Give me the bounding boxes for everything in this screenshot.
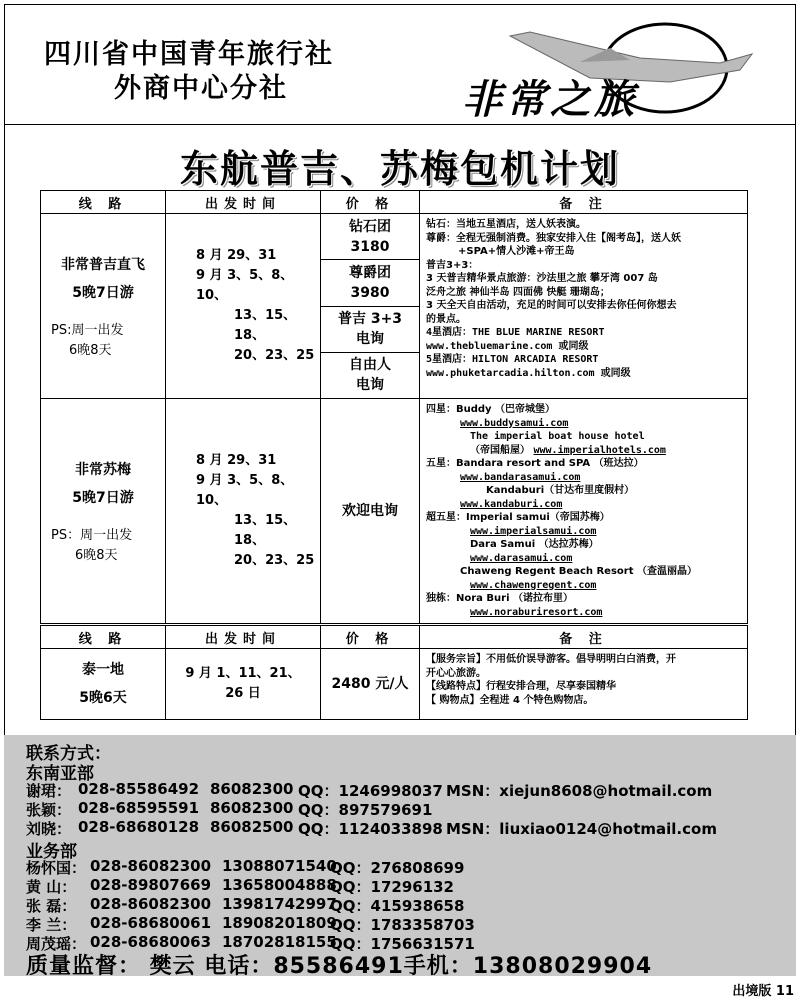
note-line: Kandaburi（甘达布里度假村）: [486, 485, 635, 496]
route-name: 泰一地: [82, 662, 124, 678]
date-line: 9 月 3、5、8、10、: [196, 473, 294, 508]
date-line: 20、23、25: [234, 348, 315, 363]
contact-phone: 028-86082300: [90, 895, 212, 913]
note-line: 五星：Bandara resort and SPA （班达拉）: [426, 458, 644, 469]
logo-text: 非常之旅: [462, 76, 638, 123]
hotel-link[interactable]: www.chawengregent.com: [470, 579, 597, 591]
contact-name: 黄 山：: [26, 878, 77, 896]
note-line: 的景点。: [426, 313, 466, 325]
note-line: 【线路特点】行程安排合理，尽享泰国精华: [426, 681, 616, 692]
hotel-link[interactable]: www.darasamui.com: [470, 552, 573, 564]
contact-msn: MSN：liuxiao0124@hotmail.com: [446, 820, 717, 838]
price-label: 尊爵团: [349, 264, 391, 281]
contact-name: 李 兰：: [26, 916, 77, 934]
col-header-route: 线 路: [41, 191, 166, 214]
agency-name: 四川省中国青年旅行社: [44, 39, 334, 70]
date-line: 8 月 29、31: [196, 248, 277, 263]
contact-phone: 028-68595591: [78, 799, 200, 817]
contact-row: [26, 914, 475, 935]
note-line: +SPA+情人沙滩+帝王岛: [458, 246, 575, 257]
header-divider: [4, 124, 796, 125]
contact-phone: 028-85586492: [78, 780, 200, 798]
note-line: 4星酒店：THE BLUE MARINE RESORT: [426, 327, 605, 338]
contact-mobile: 18908201809: [222, 914, 337, 932]
date-line: 13、15、18、: [234, 513, 297, 548]
ps-line: PS：周一出发: [51, 528, 133, 543]
route-cell-phuket: [41, 214, 166, 399]
date-line: 13、15、18、: [234, 308, 297, 343]
note-line: 四星：Buddy （巴帝城堡）: [426, 404, 556, 415]
note-line: Dara Samui （达拉苏梅）: [470, 539, 599, 550]
dates-cell-samui: [166, 399, 321, 624]
date-line: 9 月 3、5、8、10、: [196, 268, 294, 303]
contact-phone: 028-86082300: [90, 857, 212, 875]
price-cell: [321, 306, 420, 352]
note-line: www.thebluemarine.com 或同级: [426, 340, 589, 352]
note-line: 钻石：当地五星酒店，送人妖表演。: [426, 219, 586, 230]
contact-ext: 86082500: [210, 818, 294, 836]
route-ps: [41, 526, 165, 566]
note-line: 普吉3+3：: [426, 259, 479, 271]
col-header-price: 价 格: [321, 626, 420, 649]
contact-phone: 028-68680063: [90, 933, 212, 951]
dates-cell-phuket: [166, 214, 321, 399]
dates-cell-thailand: [166, 649, 321, 720]
price-cell: [321, 260, 420, 306]
contact-qq: QQ：1246998037: [298, 782, 443, 800]
contact-mobile: 13088071540: [222, 857, 337, 875]
contact-phone: 028-89807669: [90, 876, 212, 894]
note-line: （帝国船屋）: [470, 444, 530, 456]
contact-name: 刘晓：: [26, 820, 72, 838]
price-value: 电询: [356, 377, 384, 394]
note-line: The imperial boat house hotel: [470, 431, 645, 442]
contact-name: 张 磊：: [26, 897, 77, 915]
price-cell: [321, 214, 420, 260]
contact-name: 谢珺：: [26, 782, 72, 800]
note-line: 独栋：Nora Buri （诺拉布里）: [426, 593, 573, 604]
hotel-link[interactable]: www.bandarasamui.com: [460, 471, 581, 483]
contact-ext: 86082300: [210, 780, 294, 798]
contact-row: [26, 780, 712, 801]
hotel-link[interactable]: www.imperialhotels.com: [533, 444, 666, 456]
ps-line: 6晚8天: [75, 548, 118, 563]
route-cell-samui: [41, 399, 166, 624]
route-days: 5晚7日游: [72, 285, 134, 301]
date-line: 9 月 1、11、21、: [185, 666, 301, 681]
note-line: 超五星：Imperial samui（帝国苏梅）: [426, 512, 610, 523]
price-cell: [321, 352, 420, 398]
date-line: 20、23、25: [234, 553, 315, 568]
contact-mobile: 18702818155: [222, 933, 337, 951]
contact-section: [4, 735, 796, 979]
contact-row: [26, 818, 717, 839]
notes-cell-phuket: [420, 214, 748, 399]
note-line: 泛舟之旅 神仙半岛 四面佛 快艇 珊瑚岛；: [426, 286, 610, 298]
ps-line: 6晚8天: [69, 343, 112, 358]
price-value: 3180: [350, 238, 390, 255]
contact-ext: 86082300: [210, 799, 294, 817]
note-line: 尊爵：全程无强制消费。独家安排入住【阁考岛】，送人妖: [426, 232, 681, 244]
contact-qq: QQ：17296132: [330, 878, 454, 896]
note-line: 【 购物点】全程进 4 个特色购物店。: [426, 694, 594, 706]
price-label: 钻石团: [349, 218, 391, 235]
route-name: 非常苏梅: [75, 462, 131, 478]
price-cell: 2480 元/人: [321, 649, 420, 720]
page-title: 东航普吉、苏梅包机计划: [179, 146, 620, 191]
note-line: Chaweng Regent Beach Resort （查温丽晶）: [460, 566, 697, 577]
price-value: 电询: [356, 331, 384, 348]
note-line: 3 天普吉精华景点旅游：沙法里之旅 攀牙湾 007 岛: [426, 273, 658, 284]
ps-line: PS:周一出发: [51, 323, 124, 338]
contact-name: 杨怀国：: [26, 859, 87, 877]
col-header-route: 线 路: [41, 626, 166, 649]
price-value: 3980: [350, 284, 390, 301]
contact-heading: 联系方式：: [26, 744, 111, 764]
contact-row: [26, 799, 446, 820]
thailand-table: [40, 625, 748, 720]
col-header-date: 出发时间: [166, 191, 321, 214]
route-days: 5晚6天: [79, 690, 127, 706]
contact-qq: QQ：1783358703: [330, 916, 475, 934]
contact-qq: QQ：1124033898: [298, 820, 443, 838]
contact-qq: QQ：1756631571: [330, 935, 475, 953]
price-label: 自由人: [349, 357, 391, 374]
contact-msn: MSN：xiejun8608@hotmail.com: [446, 782, 713, 800]
note-line: 【服务宗旨】不用低价误导游客。倡导明明白白消费，开: [426, 654, 676, 665]
contact-qq: QQ：415938658: [330, 897, 465, 915]
contact-mobile: 13981742997: [222, 895, 337, 913]
col-header-price: 价 格: [321, 191, 420, 214]
contact-phone: 028-68680061: [90, 914, 212, 932]
col-header-notes: 备 注: [420, 191, 748, 214]
contact-row: [26, 857, 464, 878]
route-days: 5晚7日游: [72, 490, 134, 506]
col-header-date: 出发时间: [166, 626, 321, 649]
contact-row: [26, 876, 454, 897]
date-line: 26 日: [225, 686, 261, 701]
contact-name: 周茂瑶：: [26, 935, 87, 953]
dept-title: 业务部: [26, 842, 77, 862]
hotel-link[interactable]: www.imperialsamui.com: [470, 525, 597, 537]
page-footer: 出境版 11: [732, 984, 794, 999]
contact-row: [26, 895, 464, 916]
contact-phone: 028-68680128: [78, 818, 200, 836]
quality-supervision: 质量监督： 樊云 电话：85586491手机：13808029904: [26, 954, 653, 979]
hotel-link[interactable]: www.buddysamui.com: [460, 417, 569, 429]
notes-cell-thailand: [420, 649, 748, 720]
date-line: 8 月 29、31: [196, 453, 277, 468]
notes-cell-samui: [420, 399, 748, 624]
route-name: 非常普吉直飞: [61, 257, 145, 273]
hotel-link[interactable]: www.kandaburi.com: [460, 498, 563, 510]
note-line: 5星酒店：HILTON ARCADIA RESORT: [426, 354, 599, 365]
price-label: 普吉 3+3: [337, 311, 403, 328]
agency-branch: 外商中心分社: [114, 73, 288, 104]
charter-table: [40, 190, 748, 624]
contact-name: 张颖：: [26, 801, 72, 819]
hotel-link[interactable]: www.noraburiresort.com: [470, 606, 603, 618]
route-ps: [41, 321, 165, 361]
note-line: 开心心旅游。: [426, 667, 486, 679]
note-line: 3 天全天自由活动，充足的时间可以安排去你任何你想去: [426, 300, 677, 311]
contact-qq: QQ：276808699: [330, 859, 465, 877]
col-header-notes: 备 注: [420, 626, 748, 649]
contact-mobile: 13658004888: [222, 876, 337, 894]
contact-qq: QQ：897579691: [298, 801, 433, 819]
note-line: www.phuketarcadia.hilton.com 或同级: [426, 367, 631, 379]
dept-title: 东南亚部: [26, 764, 94, 784]
price-cell: 欢迎电询: [321, 399, 420, 624]
route-cell-thailand: [41, 649, 166, 720]
